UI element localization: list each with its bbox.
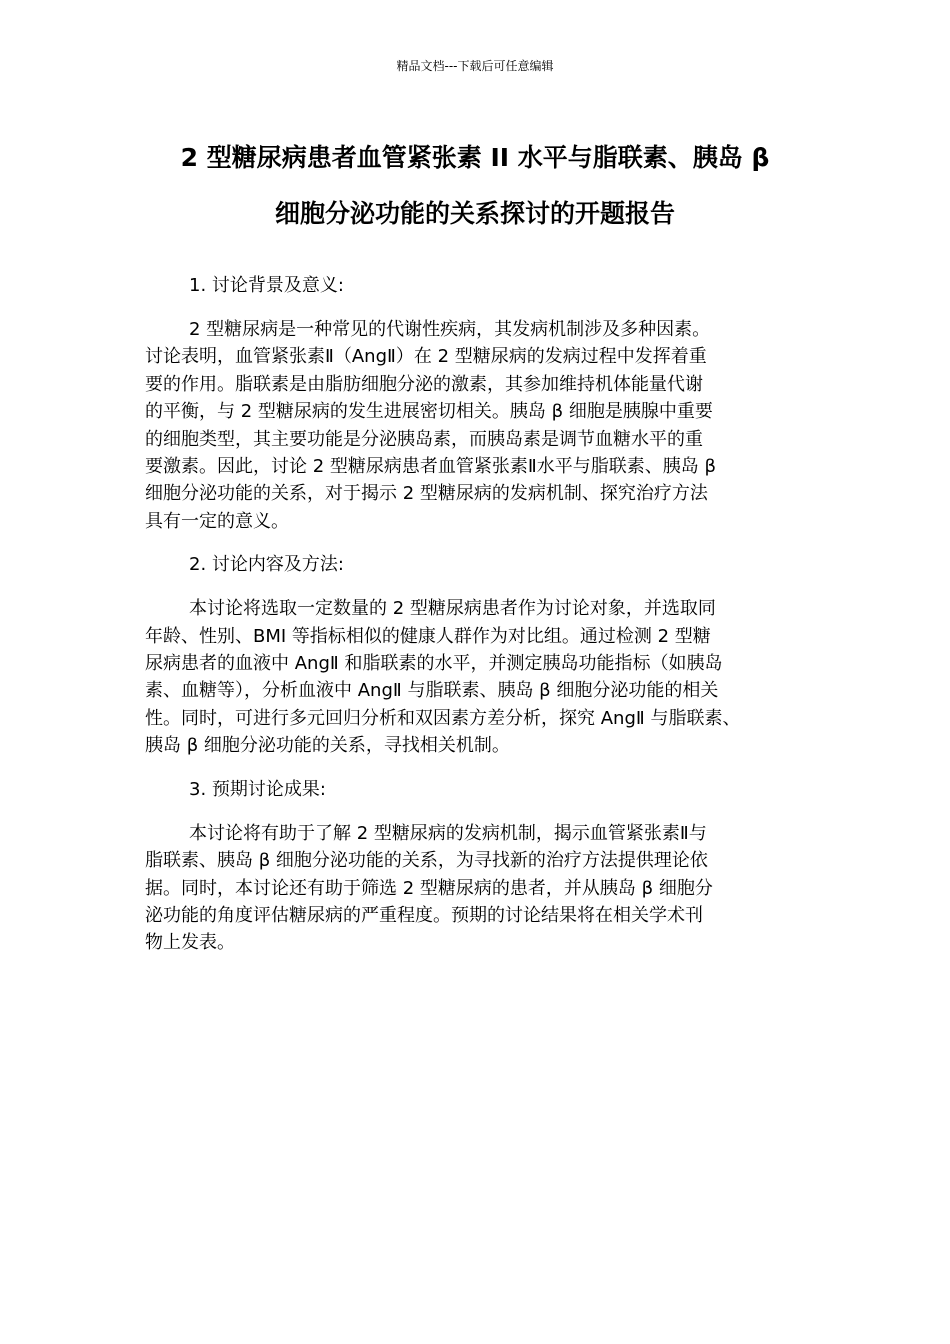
title-line: 细胞分泌功能的关系探讨的开题报告	[274, 199, 675, 228]
text-line: 素、血糖等），分析血液中 AngⅡ 与脂联素、胰岛 β 细胞分泌功能的相关	[145, 680, 719, 702]
section-heading-outcomes: 3. 预期讨论成果:	[189, 778, 326, 800]
text-line: 的细胞类型，其主要功能是分泌胰岛素，而胰岛素是调节血糖水平的重	[145, 428, 703, 450]
text-line: 据。同时，本讨论还有助于筛选 2 型糖尿病的患者，并从胰岛 β 细胞分	[145, 877, 713, 899]
section-heading-background: 1. 讨论背景及意义:	[189, 275, 344, 296]
text-line: 讨论表明，血管紧张素Ⅱ（AngⅡ）在 2 型糖尿病的发病过程中发挥着重	[145, 346, 707, 368]
text-line: 的平衡，与 2 型糖尿病的发生进展密切相关。胰岛 β 细胞是胰腺中重要	[145, 401, 713, 423]
paragraph-methods	[145, 595, 817, 759]
title-line: 2 型糖尿病患者血管紧张素 II 水平与脂联素、胰岛 β	[180, 143, 770, 172]
text-line: 脂联素、胰岛 β 细胞分泌功能的关系，为寻找新的治疗方法提供理论依	[145, 850, 708, 872]
text-line: 本讨论将选取一定数量的 2 型糖尿病患者作为讨论对象，并选取同	[189, 598, 716, 620]
text-line: 性。同时，可进行多元回归分析和双因素方差分析，探究 AngⅡ 与脂联素、	[145, 707, 741, 729]
section-heading-methods: 2. 讨论内容及方法:	[189, 554, 344, 576]
document-body	[145, 270, 817, 971]
text-line: 泌功能的角度评估糖尿病的严重程度。预期的讨论结果将在相关学术刊	[145, 904, 703, 926]
text-line: 细胞分泌功能的关系，对于揭示 2 型糖尿病的发病机制、探究治疗方法	[145, 483, 708, 505]
text-line: 本讨论将有助于了解 2 型糖尿病的发病机制，揭示血管紧张素Ⅱ与	[189, 822, 707, 844]
text-line: 物上发表。	[145, 932, 235, 954]
text-line: 尿病患者的血液中 AngⅡ 和脂联素的水平，并测定胰岛功能指标（如胰岛	[145, 653, 723, 675]
paragraph-outcomes	[145, 820, 817, 957]
text-line: 具有一定的意义。	[145, 510, 289, 532]
page-header: 精品文档---下载后可任意编辑	[396, 59, 554, 73]
text-line: 2 型糖尿病是一种常见的代谢性疾病，其发病机制涉及多种因素。	[189, 319, 711, 340]
document-title	[130, 130, 820, 242]
text-line: 胰岛 β 细胞分泌功能的关系，寻找相关机制。	[145, 735, 510, 757]
paragraph-background	[145, 316, 817, 535]
text-line: 要激素。因此，讨论 2 型糖尿病患者血管紧张素Ⅱ水平与脂联素、胰岛 β	[145, 456, 716, 478]
text-line: 年龄、性别、BMI 等指标相似的健康人群作为对比组。通过检测 2 型糖	[145, 625, 711, 647]
text-line: 要的作用。脂联素是由脂肪细胞分泌的激素，其参加维持机体能量代谢	[145, 373, 703, 395]
